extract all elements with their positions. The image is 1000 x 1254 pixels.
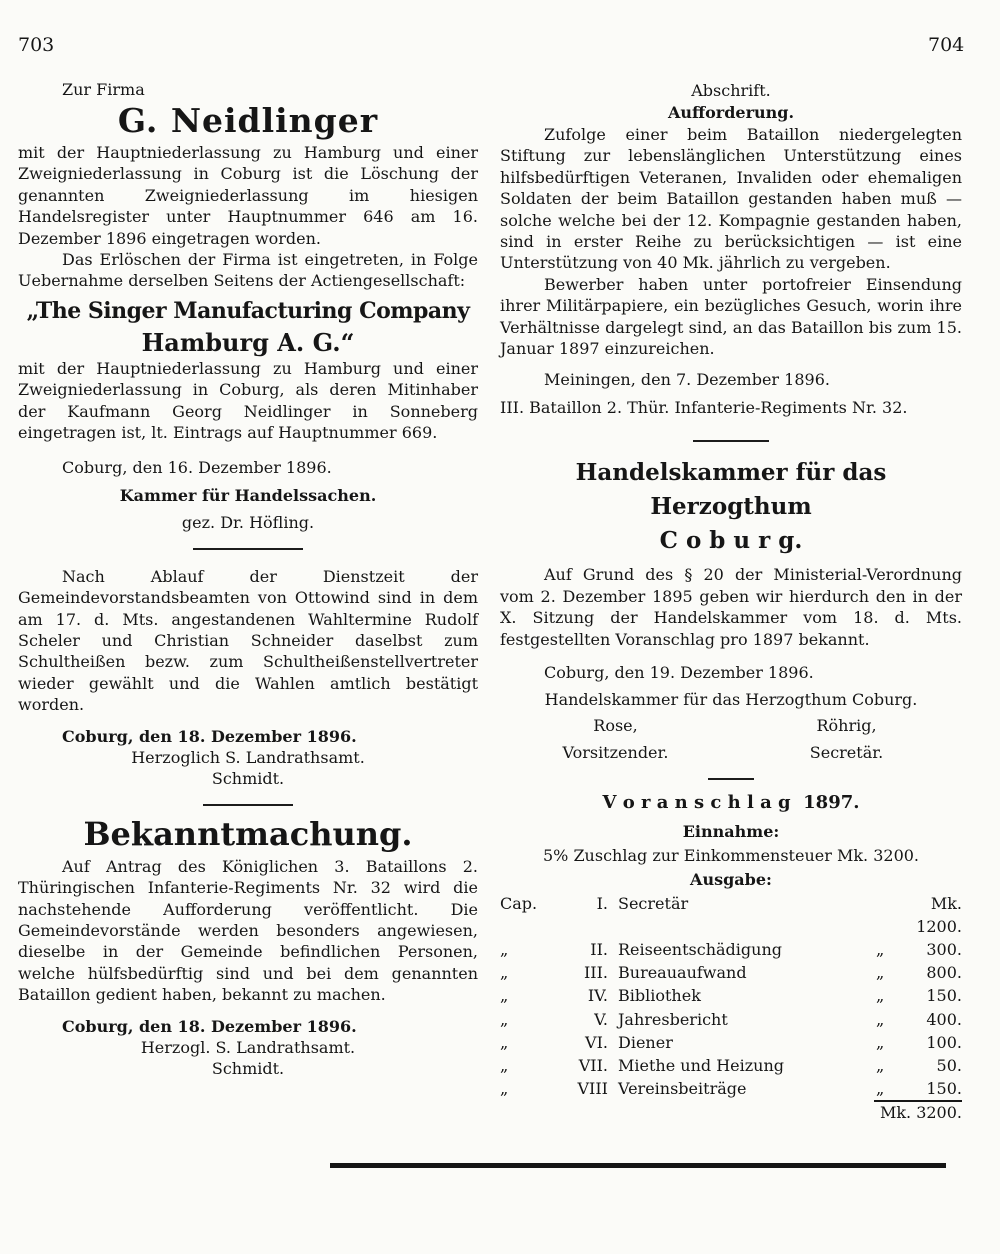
right-column: [500, 80, 962, 1124]
table-row: [500, 1031, 962, 1054]
company-name-line-2: Hamburg A. G.“: [141, 327, 355, 357]
expense-item: Miethe und Heizung: [618, 1055, 785, 1075]
expense-cap: „: [500, 1055, 509, 1075]
chamber-heading-line-1: Handelskammer für das Herzogthum: [575, 459, 887, 521]
copy-label: Abschrift.: [691, 81, 771, 100]
ditto-mark: „: [876, 1032, 885, 1052]
divider: [693, 440, 769, 442]
ditto-mark: „: [876, 963, 885, 983]
expense-amount: 800.: [926, 963, 962, 983]
expense-cap: „: [500, 1009, 509, 1029]
firm-notice-text-1: mit der Hauptniederlassung zu Hamburg und einer Zweigniederlassung in Coburg ist die Löschung der genannten Zweigniederlassung im hiesigen Handelsregister unter Hauptnummer 646 am 16. Dezember 1896 eingetragen worden.: [18, 143, 478, 248]
firm-notice-text-2: Das Erlöschen der Firma ist eingetreten, in Folge Uebernahme derselben Seitens der Actiengesellschaft:: [18, 250, 478, 291]
chamber-heading-line-2: C o b u r g.: [659, 527, 803, 555]
expense-item: Bibliothek: [618, 986, 701, 1006]
ditto-mark: „: [876, 1009, 885, 1029]
role-chairman: Vorsitzender.: [562, 743, 669, 763]
place-date-5: Coburg, den 19. Dezember 1896.: [544, 662, 814, 682]
expense-item: Secretär: [618, 893, 689, 913]
divider: [203, 804, 293, 806]
table-row: [500, 961, 962, 984]
notice-heading: Bekanntmachung.: [83, 814, 413, 853]
expense-item: Vereinsbeiträge: [618, 1079, 747, 1099]
total-row: [500, 1100, 962, 1124]
expense-amount: 50.: [936, 1055, 962, 1075]
office-name-2: Herzogl. S. Landrathsamt.: [140, 1038, 356, 1057]
table-row: [500, 1077, 962, 1100]
expense-item: Reiseentschädigung: [618, 939, 782, 959]
budget-heading: V o r a n s c h l a g 1897.: [602, 791, 860, 813]
expense-number: VIII: [577, 1079, 608, 1099]
expense-heading: Ausgabe:: [690, 869, 772, 889]
left-column: [18, 80, 478, 1080]
ditto-mark: „: [876, 939, 885, 959]
income-line: 5% Zuschlag zur Einkommensteuer Mk. 3200.: [542, 845, 920, 865]
place-date-2: Coburg, den 18. Dezember 1896.: [62, 726, 357, 746]
expense-number: I.: [596, 893, 608, 913]
signature-hoefling: gez. Dr. Höfling.: [181, 513, 315, 533]
firm-notice-text-3: mit der Hauptniederlassung zu Hamburg und einer Zweigniederlassung in Coburg, als deren Mitinhaber der Kaufmann Georg Neidlinger in Sonneberg eingetragen ist, lt. Eintrags auf Hauptnummer 669.: [18, 358, 478, 443]
office-name-1: Herzoglich S. Landrathsamt.: [131, 747, 365, 767]
notice-text: Auf Antrag des Königlichen 3. Bataillons 2. Thüringischen Infanterie-Regiments Nr. 32 wird die nachstehende Aufforderung veröffentlicht. Die Gemeindevorstände werden besonders angewiesen, dieselbe in der Gemeinde befindlichen Personen, welche hülfsbedürftig sind und bei dem genannten Bataillon gedient haben, bekannt zu machen.: [18, 856, 478, 1005]
chamber-signature: Handelskammer für das Herzogthum Coburg.: [544, 690, 918, 710]
place-date-1: Coburg, den 16. Dezember 1896.: [62, 458, 332, 478]
expense-cap: Cap.: [500, 893, 538, 913]
demand-text-2: Bewerber haben unter portofreier Einsendung ihrer Militärpapiere, ein bezügliches Gesuch, worin ihre Verhältnisse dargelegt sind, an das Bataillon bis zum 15. Januar 1897 einzureichen.: [500, 274, 962, 359]
signer-rose: Rose,: [593, 715, 638, 735]
signer-schmidt-2: Schmidt.: [211, 1059, 285, 1079]
demand-heading: Aufforderung.: [667, 103, 795, 122]
place-date-3: Coburg, den 18. Dezember 1896.: [62, 1016, 357, 1036]
expense-number: VII.: [578, 1055, 608, 1075]
expense-amount: 400.: [926, 1009, 962, 1029]
table-row: [500, 892, 962, 938]
expense-number: VI.: [585, 1032, 608, 1052]
expense-amount: 150.: [926, 986, 962, 1006]
firm-name-heading: G. Neidlinger: [117, 101, 379, 140]
expense-cap: „: [500, 1032, 509, 1052]
table-row: [500, 938, 962, 961]
expense-number: V.: [594, 1009, 608, 1029]
expense-item: Diener: [618, 1032, 673, 1052]
ditto-mark: „: [876, 1079, 885, 1099]
role-secretary: Secretär.: [809, 743, 884, 763]
expense-amount: 300.: [926, 939, 962, 959]
expense-amount: Mk. 1200.: [916, 893, 962, 936]
table-row: [500, 1008, 962, 1031]
signer-roehrig: Röhrig,: [816, 715, 877, 735]
chamber-notice-text: Auf Grund des § 20 der Ministerial-Verordnung vom 2. Dezember 1895 geben wir hierdurch den in der X. Sitzung der Handelskammer vom 18. d. Mts. festgestellten Voranschlag pro 1897 bekannt.: [500, 565, 962, 649]
signer-schmidt-1: Schmidt.: [211, 769, 285, 789]
bottom-rule: [330, 1163, 946, 1168]
firm-intro: Zur Firma: [62, 80, 145, 99]
election-notice-text: Nach Ablauf der Dienstzeit der Gemeindevorstandsbeamten von Ottowind sind in dem am 17. d. Mts. angestandenen Wahltermine Rudolf Scheler und Christian Schneider daselbst zum Schultheißen bezw. zum Schultheißenstellvertreter wieder gewählt und die Wahlen amtlich bestätigt worden.: [18, 566, 478, 715]
expense-cap: „: [500, 939, 509, 959]
expense-item: Jahresbericht: [618, 1009, 728, 1029]
expense-item: Bureauaufwand: [618, 963, 747, 983]
company-name-line-1: „The Singer Manufacturing Company: [26, 297, 470, 324]
chamber-name: Kammer für Handelssachen.: [119, 485, 377, 505]
place-date-4: Meiningen, den 7. Dezember 1896.: [544, 370, 830, 390]
page-number-right: 704: [928, 34, 965, 56]
ditto-mark: „: [876, 986, 885, 1006]
roles-row: [500, 742, 962, 763]
battalion-signature: III. Bataillon 2. Thür. Infanterie-Regiments Nr. 32.: [500, 397, 908, 417]
ditto-mark: „: [876, 1055, 885, 1075]
expense-number: II.: [590, 939, 608, 959]
expense-cap: „: [500, 986, 509, 1006]
expense-cap: „: [500, 1079, 509, 1099]
signers-row: [500, 715, 962, 736]
table-row: [500, 984, 962, 1007]
demand-text-1: Zufolge einer beim Bataillon niedergelegten Stiftung zur lebenslänglichen Unterstützung eines hilfsbedürftigen Veteranen, Invaliden oder ehemaligen Soldaten der beim Bataillon gestanden haben muß — solche welche bei der 12. Kompagnie gestanden haben, sind in erster Reihe zu berücksichtigen — ist eine Unterstützung von 40 Mk. jährlich zu vergeben.: [500, 125, 962, 273]
expense-amount: 100.: [926, 1032, 962, 1052]
income-heading: Einnahme:: [682, 821, 780, 841]
expense-number: III.: [583, 963, 608, 983]
divider: [193, 548, 303, 550]
page-number-left: 703: [18, 34, 55, 56]
budget-total: Mk. 3200.: [874, 1100, 962, 1124]
expense-amount: 150.: [926, 1079, 962, 1099]
expense-number: IV.: [587, 986, 608, 1006]
divider: [708, 778, 754, 780]
expense-cap: „: [500, 963, 509, 983]
expense-table: [500, 892, 962, 1101]
table-row: [500, 1054, 962, 1077]
